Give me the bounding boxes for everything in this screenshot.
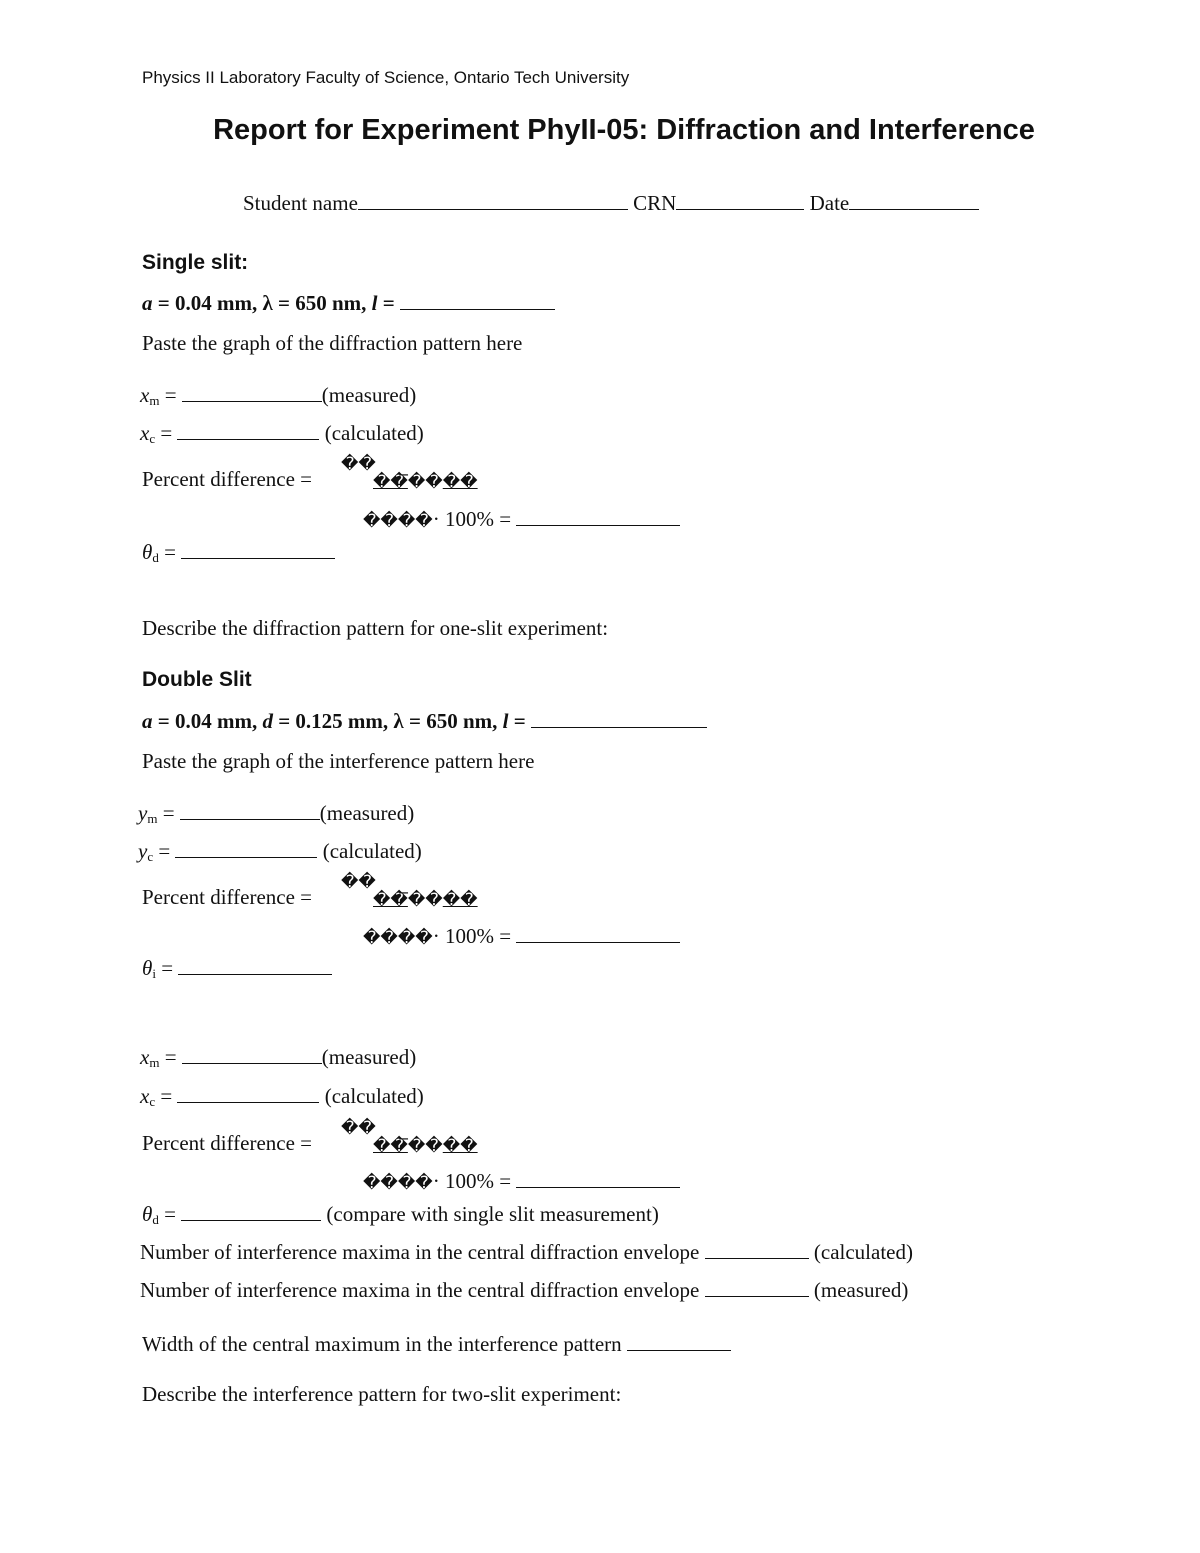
param-l-eq: =	[508, 709, 531, 733]
central-width-label: Width of the central maximum in the interference pattern	[142, 1332, 627, 1356]
calculated-label: (calculated)	[322, 839, 422, 863]
pd-glyph-f: ��	[397, 511, 433, 531]
pd-glyph-c: ��	[407, 1136, 443, 1156]
page-header: Physics II Laboratory Faculty of Science, Ontario Tech University	[142, 68, 630, 87]
pd-glyph-a: ��	[373, 472, 408, 492]
double-pd2-numerator-top: ��	[341, 1118, 376, 1138]
xm-sub: m	[149, 1055, 160, 1070]
double-theta-d-line	[142, 1202, 659, 1227]
num-max-measured-blank[interactable]	[705, 1278, 809, 1297]
double-percent-label: Percent difference =	[142, 885, 313, 909]
double-yc-blank[interactable]	[175, 839, 317, 858]
single-describe: Describe the diffraction pattern for one-slit experiment:	[142, 616, 609, 640]
xm-sub: m	[149, 393, 160, 408]
pd-glyph-f: ��	[397, 928, 433, 948]
double-pd-numerator	[373, 890, 478, 910]
measured-label: (measured)	[319, 801, 415, 825]
double-yc-line	[138, 839, 422, 864]
double-pd-numerator-top: ��	[341, 872, 376, 892]
crn-label: CRN	[633, 191, 677, 215]
single-paste-instruction: Paste the graph of the diffraction pattern here	[142, 331, 523, 355]
single-slit-params	[142, 291, 555, 316]
pd-glyph-a: ��	[373, 1136, 408, 1156]
yc-var: y	[138, 839, 148, 863]
double-ym-line	[138, 801, 414, 826]
param-a: a	[142, 709, 153, 733]
xc-sub: c	[149, 431, 156, 446]
pd-glyph-d: ��	[442, 1136, 478, 1156]
ym-var: y	[138, 801, 148, 825]
theta-eq: =	[158, 1202, 182, 1226]
single-pd-denominator	[363, 507, 680, 532]
pd-glyph-e: ��	[363, 511, 398, 531]
single-xm-line	[140, 383, 416, 408]
xc-eq: =	[155, 421, 178, 445]
page-title: Report for Experiment PhyII-05: Diffraction and Interference	[213, 114, 1035, 146]
central-width-line	[142, 1332, 731, 1357]
calculated-label: (calculated)	[813, 1240, 913, 1264]
double-slit-params	[142, 709, 707, 734]
ym-eq: =	[157, 801, 180, 825]
single-slit-heading: Single slit:	[142, 251, 249, 274]
student-name-blank[interactable]	[358, 191, 628, 210]
xc-eq: =	[155, 1084, 178, 1108]
param-a-value: = 0.04 mm, λ = 650 nm,	[152, 291, 372, 315]
double-describe: Describe the interference pattern for two-slit experiment:	[142, 1382, 622, 1406]
double-paste-instruction: Paste the graph of the interference pattern here	[142, 749, 535, 773]
student-info-line	[243, 191, 979, 216]
double-theta-d-blank[interactable]	[181, 1202, 321, 1221]
double-xc-line	[140, 1084, 424, 1109]
param-l-eq: =	[377, 291, 400, 315]
single-pd-numerator-top: ��	[341, 454, 376, 474]
double-slit-heading: Double Slit	[142, 668, 252, 691]
measured-label: (measured)	[321, 383, 417, 407]
pd-times-100: · 100% =	[432, 1169, 517, 1193]
xm-var: x	[140, 1045, 150, 1069]
double-xc-blank[interactable]	[177, 1084, 319, 1103]
measured-label: (measured)	[813, 1278, 909, 1302]
num-max-label: Number of interference maxima in the central diffraction envelope	[140, 1278, 705, 1302]
single-l-blank[interactable]	[400, 291, 555, 310]
theta-var: θ	[142, 1202, 153, 1226]
theta-eq: =	[158, 540, 182, 564]
yc-eq: =	[153, 839, 176, 863]
pd-glyph-c: ��	[407, 890, 443, 910]
double-pd-blank[interactable]	[516, 924, 680, 943]
double-pd2-numerator	[373, 1136, 478, 1156]
double-xm-blank[interactable]	[182, 1045, 322, 1064]
single-xc-blank[interactable]	[177, 421, 319, 440]
date-blank[interactable]	[849, 191, 979, 210]
param-l: l	[502, 709, 509, 733]
xc-var: x	[140, 421, 150, 445]
student-name-label: Student name	[243, 191, 358, 215]
num-max-measured-line	[140, 1278, 908, 1303]
double-pd2-denominator	[363, 1169, 680, 1194]
pd-glyph-d: ��	[442, 890, 478, 910]
pd-glyph-a: ��	[373, 890, 408, 910]
pd-glyph-f: ��	[397, 1173, 433, 1193]
measured-label: (measured)	[321, 1045, 417, 1069]
calculated-label: (calculated)	[324, 1084, 424, 1108]
xm-eq: =	[159, 383, 182, 407]
single-theta-blank[interactable]	[181, 540, 335, 559]
single-xc-line	[140, 421, 424, 446]
single-theta-line	[142, 540, 335, 565]
xc-var: x	[140, 1084, 150, 1108]
double-theta-i-line	[142, 956, 332, 981]
pd-glyph-e: ��	[363, 928, 398, 948]
crn-blank[interactable]	[676, 191, 804, 210]
double-ym-blank[interactable]	[180, 801, 320, 820]
param-d: d	[262, 709, 273, 733]
pd-times-100: · 100% =	[432, 507, 517, 531]
num-max-calculated-blank[interactable]	[705, 1240, 809, 1259]
theta-sub: d	[152, 1212, 159, 1227]
date-label: Date	[809, 191, 850, 215]
xm-var: x	[140, 383, 150, 407]
single-xm-blank[interactable]	[182, 383, 322, 402]
param-d-value: = 0.125 mm, λ = 650 nm,	[272, 709, 503, 733]
xc-sub: c	[149, 1094, 156, 1109]
theta-var: θ	[142, 540, 153, 564]
double-xm-line	[140, 1045, 416, 1070]
ym-sub: m	[147, 811, 158, 826]
theta-sub: i	[152, 966, 156, 981]
single-percent-label: Percent difference =	[142, 467, 313, 491]
theta-sub: d	[152, 550, 159, 565]
param-a-value: = 0.04 mm,	[152, 709, 263, 733]
double-percent2-label: Percent difference =	[142, 1131, 313, 1155]
pd-glyph-d: ��	[442, 472, 478, 492]
num-max-calculated-line	[140, 1240, 913, 1265]
double-pd2-blank[interactable]	[516, 1169, 680, 1188]
single-pd-numerator	[373, 472, 478, 492]
param-l: l	[371, 291, 378, 315]
pd-glyph-e: ��	[363, 1173, 398, 1193]
central-width-blank[interactable]	[627, 1332, 731, 1351]
calculated-label: (calculated)	[324, 421, 424, 445]
num-max-label: Number of interference maxima in the central diffraction envelope	[140, 1240, 705, 1264]
double-pd-denominator	[363, 924, 680, 949]
pd-glyph-c: ��	[407, 472, 443, 492]
double-theta-i-blank[interactable]	[178, 956, 332, 975]
xm-eq: =	[159, 1045, 182, 1069]
yc-sub: c	[147, 849, 154, 864]
double-l-blank[interactable]	[531, 709, 707, 728]
param-a: a	[142, 291, 153, 315]
single-pd-blank[interactable]	[516, 507, 680, 526]
theta-var: θ	[142, 956, 153, 980]
compare-note: (compare with single slit measurement)	[326, 1202, 659, 1226]
theta-eq: =	[155, 956, 179, 980]
pd-times-100: · 100% =	[432, 924, 517, 948]
